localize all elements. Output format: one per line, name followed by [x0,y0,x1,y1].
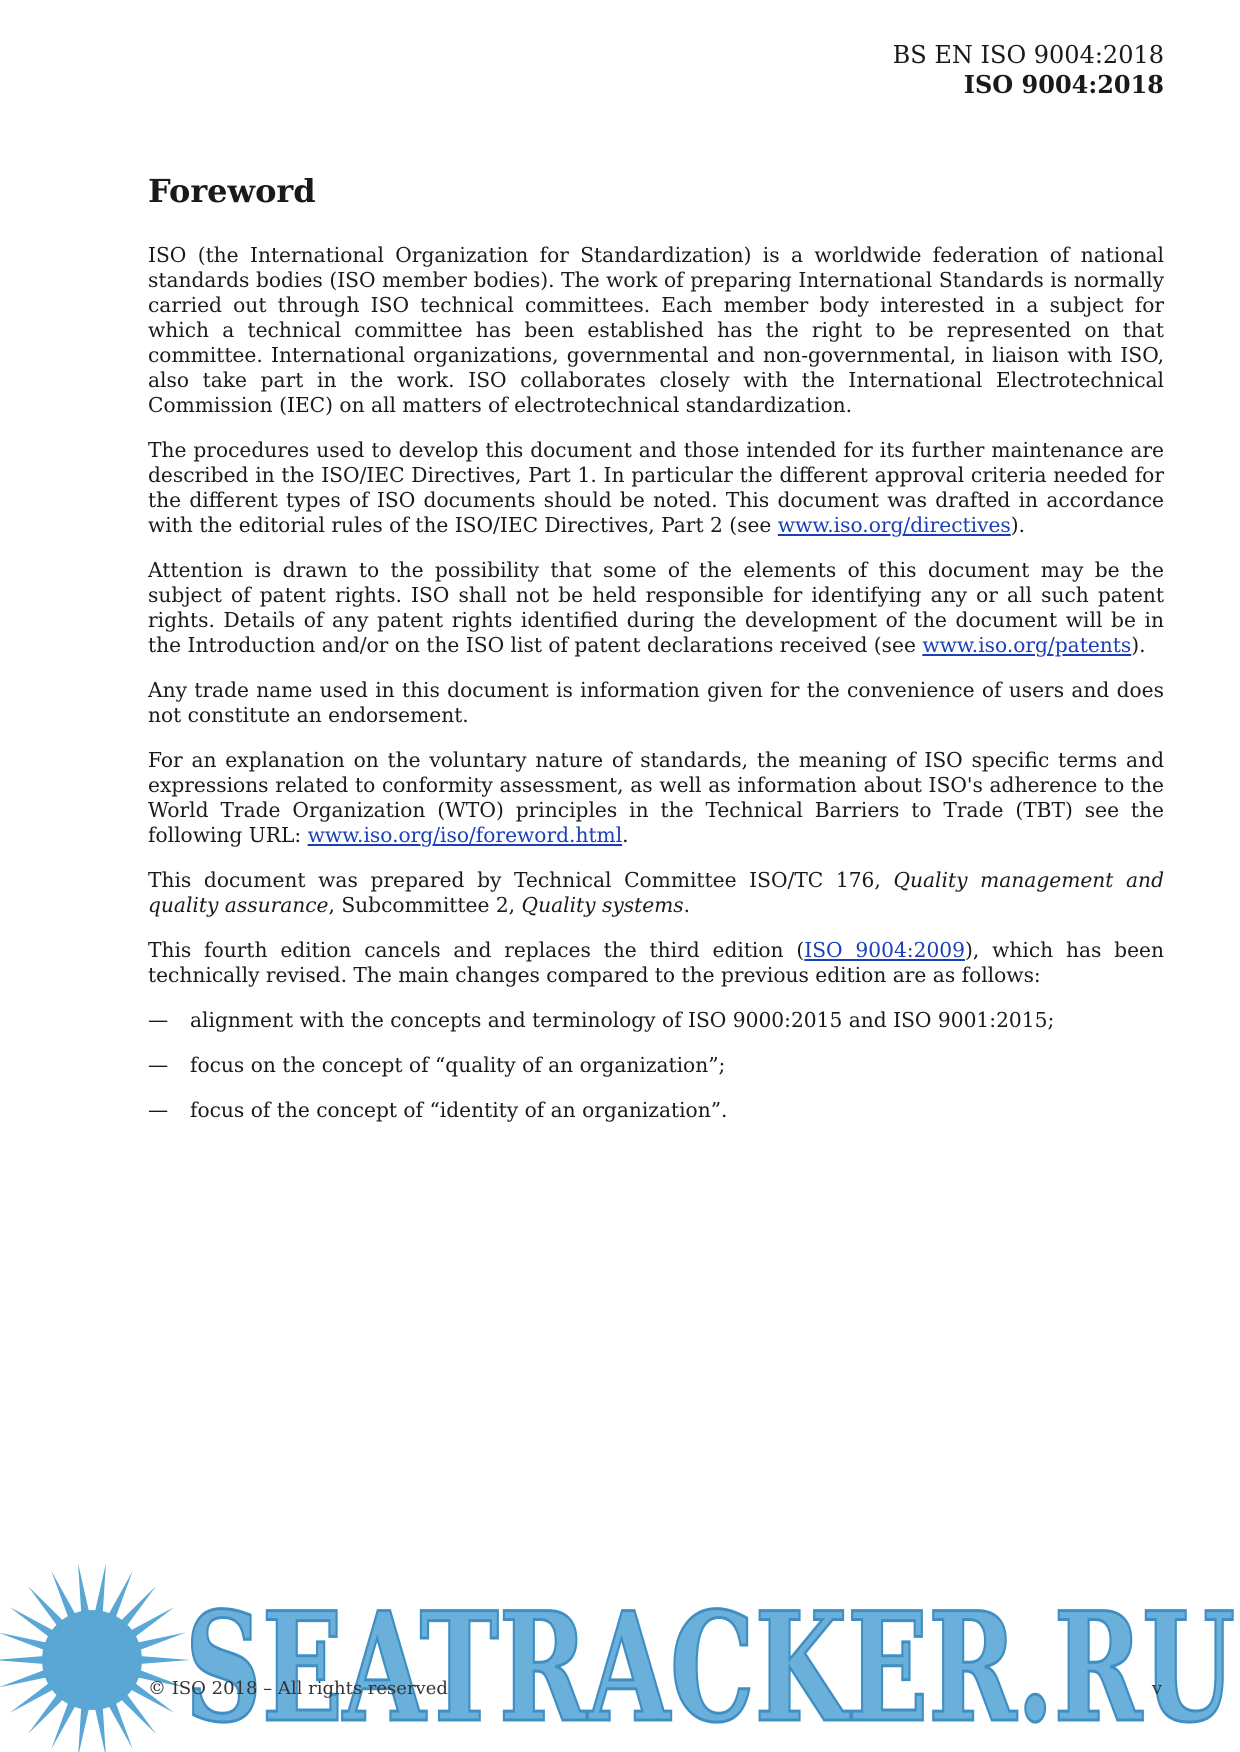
paragraph-trade-name: Any trade name used in this document is information given for the convenience of users and does not constitute an endorsement. [148,678,1164,727]
paragraph-patents: Attention is drawn to the possibility that some of the elements of this document may be the subject of patent rights. ISO shall not be held responsible for identifying any or all such patent rights. Details of any patent rights identified during the development of the document will be in the Introduction and/or on the ISO list of patent declarations received (see www.iso.org/patents). [148,558,1164,657]
header-standard-bs-en: BS EN ISO 9004:2018 [892,41,1164,69]
link-directives[interactable]: www.iso.org/directives [777,513,1011,537]
dash-bullet: — [148,1098,169,1122]
dash-bullet: — [148,1008,169,1032]
list-item: — focus on the concept of “quality of an organization”; [148,1053,726,1077]
watermark [0,1560,1240,1752]
sunburst-icon [0,1563,190,1752]
paragraph-committee: This document was prepared by Technical Committee ISO/TC 176, Quality management and quality assurance, Subcommittee 2, Quality systems. [148,868,1164,917]
header-standard-iso: ISO 9004:2018 [963,70,1164,99]
link-patents[interactable]: www.iso.org/patents [922,633,1132,657]
paragraph-edition: This fourth edition cancels and replaces the third edition (ISO 9004:2009), which has been technically revised. The main changes compared to the previous edition are as follows: [148,938,1165,987]
document-header [893,40,1164,100]
dash-bullet: — [148,1053,169,1077]
foreword-body [148,243,1164,1143]
footer-copyright: © ISO 2018 – All rights reserved [148,1678,448,1699]
paragraph-iso-intro: ISO (the International Organization for Standardization) is a worldwide federation of national standards bodies (ISO member bodies). The work of preparing International Standards is normally carried out through ISO technical committees. Each member body interested in a subject for which a technical committee has been established has the right to be represented on that committee. International organizations, governmental and non-governmental, in liaison with ISO, also take part in the work. ISO collaborates closely with the International Electrotechnical Commission (IEC) on all matters of electrotechnical standardization. [148,243,1164,417]
paragraph-procedures: The procedures used to develop this document and those intended for its further maintenance are described in the ISO/IEC Directives, Part 1. In particular the different approval criteria needed for the different types of ISO documents should be noted. This document was drafted in accordance with the editorial rules of the ISO/IEC Directives, Part 2 (see www.iso.org/directives). [148,438,1164,537]
watermark-text: SEATRACKER.RU [185,1580,1235,1752]
paragraph-voluntary-nature: For an explanation on the voluntary nature of standards, the meaning of ISO specific terms and expressions related to conformity assessment, as well as information about ISO's adherence to the World Trade Organization (WTO) principles in the Technical Barriers to Trade (TBT) see the following URL: www.iso.org/iso/foreword.html. [148,748,1164,847]
page-title: Foreword [148,172,316,210]
list-item: — alignment with the concepts and terminology of ISO 9000:2015 and ISO 9001:2015; [148,1008,1055,1032]
list-item: — focus of the concept of “identity of an organization”. [148,1098,728,1122]
link-foreword[interactable]: www.iso.org/iso/foreword.html [307,823,623,847]
page-number: v [1151,1678,1162,1699]
link-iso-9004-2009[interactable]: ISO 9004:2009 [804,938,965,962]
